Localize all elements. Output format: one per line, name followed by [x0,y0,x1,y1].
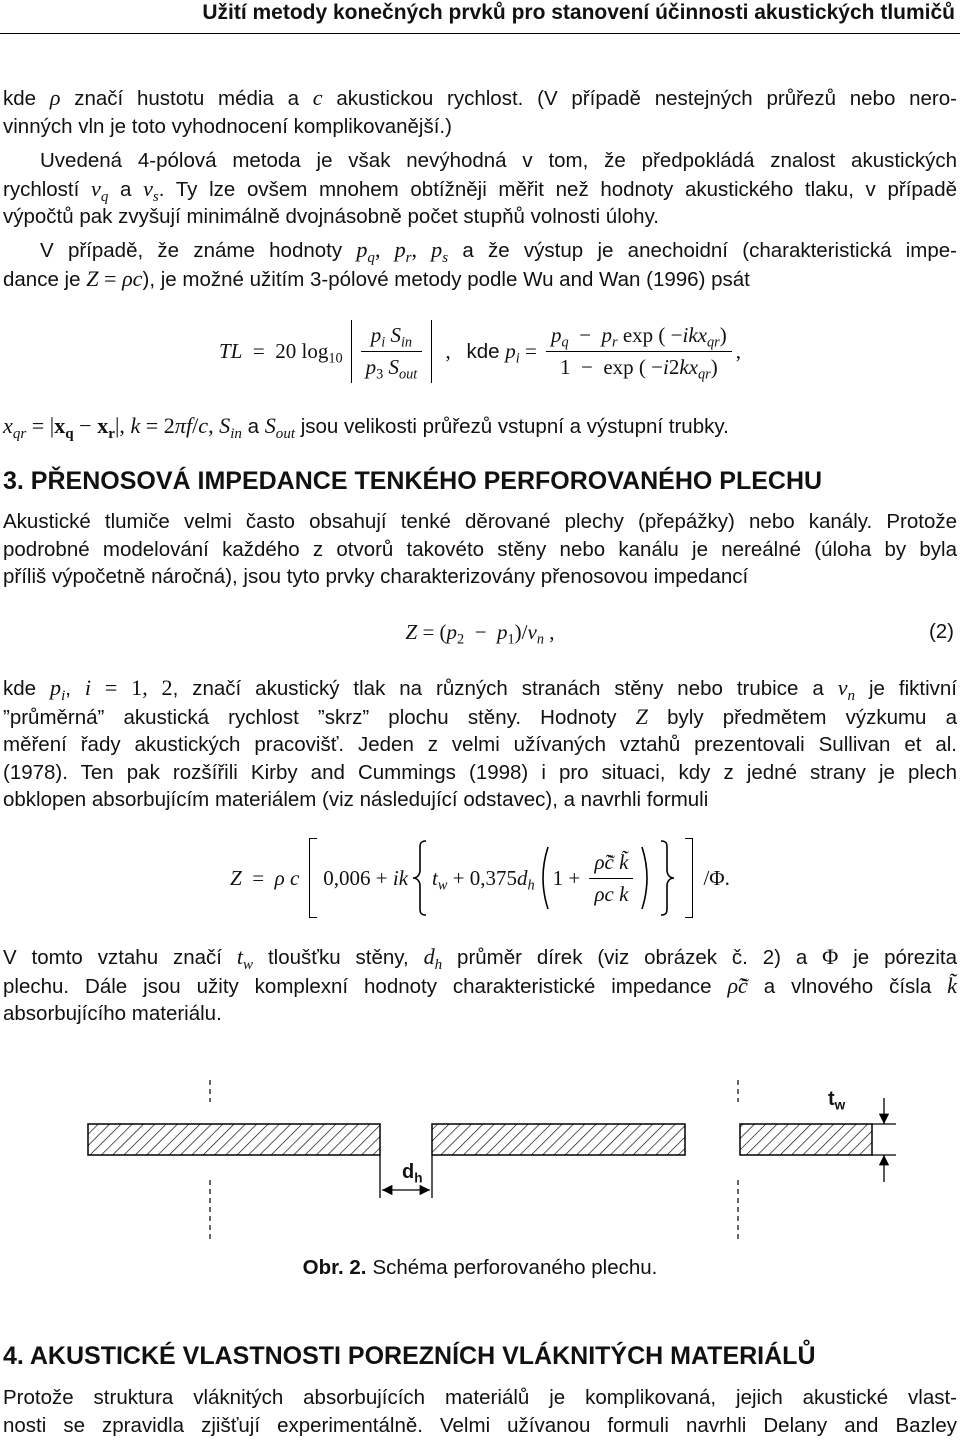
math-run [370,322,386,351]
text-run: kde [466,339,506,363]
math-base: x [97,413,109,438]
math-run [516,865,535,894]
math-run [356,237,375,266]
text-run: a [108,177,144,201]
text-run: (1978). Ten pak rozšířili Kirby and Cummings (1998) i pro situaci, kdy z jedné strany je plech [3,760,957,784]
math-subscript: qr [707,334,720,351]
math-base: + 0,375 [447,865,517,890]
math-base: v [91,175,101,201]
math-run [97,413,115,442]
math-run [947,973,957,998]
math-run [390,322,413,351]
math-run [130,413,140,438]
math-base: k̃ [947,972,957,998]
text-run: průměr dírek (viz obrázek č. 2) a [442,946,823,969]
text-run: Akustické tlumiče velmi často obsahují tenké děrované plechy (přepážky) nebo kanály. Protože [3,510,957,533]
equation-kirby-cummings [0,830,960,926]
math-base: p [446,619,458,644]
math-base: v [837,675,848,700]
text-run: nosti se zpravidla zjišťují experimentálně. Velmi užívanou formuli navrhli Delany and Bazley [3,1413,957,1437]
plate-segment [740,1124,872,1155]
math-subscript: 1 [507,631,515,648]
section-heading-4: 4. AKUSTICKÉ VLASTNOSTI POREZNÍCH VLÁKNITÝCH MATERIÁLŮ [3,1342,816,1370]
math-subscript: out [275,425,296,442]
equation-tail [703,866,729,891]
math-subscript: s [152,188,159,205]
math-subscript: i [61,687,66,704]
thickness-label-base: t [828,1088,835,1110]
math-base: / [192,413,199,438]
math-base: p [394,237,406,262]
math-subscript: n [847,687,856,704]
math-run [388,354,418,383]
math-base: p [50,675,62,700]
brace-content [432,865,535,894]
math-run [242,339,301,363]
math-base: kx [679,354,699,379]
math-base: ikx [682,322,707,347]
diameter-label-base: d [402,1161,415,1183]
math-run [515,620,528,644]
math-run [406,620,418,644]
text-line [3,113,957,141]
text-line [3,265,957,294]
math-base: = [519,338,543,363]
fraction-denominator [546,352,732,383]
text-run: absorbujícího materiálu. [3,1002,222,1025]
left-curly-brace [411,839,429,917]
text-run: a vlnového čísla [747,974,948,998]
math-subscript: q [367,249,375,266]
text-run: V případě, že známe hodnoty [40,239,357,262]
math-subscript: q [100,188,109,205]
math-base: ρ c [274,865,300,890]
math-run [86,266,98,291]
text-run: . Ty lze ovšem mnohem obtížněji měřit než hodnoty akustického tlaku, v případě [158,177,957,201]
paragraph-impedance-history [3,674,957,814]
math-subscript: 3 [376,366,384,383]
math-base: exp ( − [617,322,683,347]
text-line [3,1000,957,1028]
math-run [54,413,74,442]
math-base: S [388,354,399,379]
text-run: a že výstup je anechoidní (charakteristická impe- [448,239,957,262]
section-heading-3: 3. PŘENOSOVÁ IMPEDANCE TENKÉHO PERFOROVANÉHO PLECHU [3,467,823,495]
text-run: obklopen absorbujícím materiálem (viz následující odstavec), a navrhli formuli [3,788,709,811]
header-rule [0,33,960,34]
text-run: ”průměrná” akustická rychlost ”skrz” plochu stěny. Hodnoty [3,705,636,729]
math-run [594,850,628,874]
math-run [50,675,66,704]
math-subscript: h [527,877,535,894]
math-base: , [440,338,467,363]
math-run [219,413,242,442]
paragraph-three-pole [3,236,957,293]
diameter-label [402,1161,423,1186]
math-run [91,675,173,700]
math-subscript: r [405,249,412,266]
left-square-bracket [309,838,317,918]
text-run: podrobné modelování každého z otvorů takovéto stěny nebo kanálu je nereálné (úloha by byla [3,537,957,561]
math-run [208,413,219,438]
paragraph-fibrous-materials [3,1384,957,1439]
paragraph-formula-symbols [3,943,957,1028]
math-subscript: q [561,334,569,351]
math-base: i [84,675,92,700]
math-run [720,323,727,347]
centerlines [210,1080,738,1240]
plate-segment [432,1124,685,1155]
text-run: dance je [3,267,87,291]
text-run: je pórezita [838,946,958,969]
text-run: měření řady akustických pracovišť. Jeden z velmi užívaných vztahů prezentovali Sullivan et al. [3,733,957,756]
plate-segment [88,1124,380,1155]
math-subscript: n [536,631,544,648]
figure-caption-text: Schéma perforovaného plechu. [372,1256,658,1279]
math-run [669,355,680,379]
math-subscript: r [612,334,618,351]
math-base: 2 [668,354,680,379]
equation-transmission-loss [0,315,960,387]
fraction [361,322,423,383]
math-base: , [411,237,432,262]
text-run: tloušťku stěny, [253,946,424,969]
math-base: p [356,237,368,262]
math-run [74,413,98,438]
math-base: p [431,237,443,262]
math-base: /Φ. [703,865,730,890]
text-run: Uvedená 4-pólová metoda je však nevýhodná v tom, že předpokládá znalost akustických [40,149,957,172]
right-parenthesis [640,845,652,911]
math-base: p [551,322,562,347]
equation-end [736,339,741,364]
text-run: vinných vln je toto vyhodnocení komplikovanější.) [3,114,452,138]
math-run [636,704,648,729]
math-subscript: 2 [457,631,465,648]
text-run: kde [3,87,50,110]
math-base: ρ̃c̃ [727,972,748,998]
math-run [242,866,275,890]
text-line [3,536,957,564]
math-run [822,944,838,969]
math-base: ρ̃c̃ k̃ [594,849,629,874]
parenthesis-content [553,866,586,891]
text-run: byly předmětem výzkumu a [647,705,957,729]
text-run: akustickou rychlost. (V případě nestejných průřezů nebo nero- [322,87,957,110]
math-run [236,944,254,973]
math-run [313,85,323,110]
paragraph-density [3,84,957,140]
text-run: je fiktivní [855,677,958,700]
math-run [497,619,515,648]
math-base: S [390,322,401,347]
math-subscript: s [442,249,449,266]
text-line [3,412,957,441]
text-run: , [65,677,85,700]
math-base: ρ [49,85,61,110]
math-base: x [54,413,66,438]
math-subscript: i [515,350,520,367]
math-run [198,413,208,438]
math-base: c [312,85,323,110]
math-base: k [130,413,141,438]
math-base: p [505,338,516,363]
math-base: Z [635,703,648,729]
math-base: , [208,413,220,438]
fraction-denominator [589,879,633,907]
text-line [3,703,957,732]
math-run [275,866,300,890]
math-run [560,355,663,379]
thickness-label [828,1088,846,1113]
math-run [551,322,569,351]
math-run [544,620,555,644]
text-line [3,175,957,204]
math-run [727,973,747,998]
diameter-label-subscript: h [414,1170,423,1186]
math-run [464,620,497,644]
math-run [440,339,466,363]
fraction [546,322,732,383]
text-run: a [241,415,265,438]
math-run [323,866,393,890]
math-subscript: i [381,334,386,351]
math-base: Z [230,865,242,890]
math-run [703,866,729,890]
math-run [26,413,54,438]
thickness-label-subscript: w [834,1097,846,1113]
text-line [3,236,957,265]
math-base: ) [719,322,727,347]
math-subscript: qr [698,366,711,383]
fraction-numerator [589,850,633,879]
paragraph-four-pole [3,147,957,231]
math-subscript: out [399,366,418,383]
math-run [618,323,683,347]
fraction [589,850,633,907]
math-run [447,866,517,890]
plate-segments [88,1124,872,1155]
text-line [3,759,957,787]
math-base: ik [392,865,409,890]
math-run [140,413,175,438]
math-run [375,237,395,262]
math-subscript: r [108,425,115,442]
math-run [553,866,586,890]
math-base: = ( [417,619,447,644]
math-subscript: 10 [328,350,343,367]
text-line [3,203,957,231]
left-parenthesis [538,845,550,911]
math-run [527,619,544,648]
math-base: = [98,265,123,291]
math-base: d [516,865,528,890]
math-run [682,322,720,351]
math-base: v [143,175,153,201]
math-run [412,237,432,262]
text-line [3,943,957,972]
math-run [505,338,520,367]
text-run: , značí akustický tlak na různých stranách stěny nebo trubice a [172,677,838,700]
text-run: jsou velikosti průřezů vstupní a výstupní trubky. [295,415,729,438]
math-run [837,675,856,704]
text-line [3,731,957,759]
math-base: Φ [822,944,839,969]
math-run [393,866,408,890]
math-base: − [568,322,602,347]
math-base: ) [710,354,718,379]
fraction-numerator [546,323,732,352]
paragraph-perforated-intro [3,508,957,591]
right-square-bracket [685,838,693,918]
math-base: p [370,322,382,347]
math-base: p [601,322,613,347]
text-run: ), je možné užitím 3-pólové metody podle Wu and Wan (1996) psát [142,267,750,291]
math-subscript: w [437,877,448,894]
absolute-value [351,320,433,383]
math-base: S [264,413,276,438]
math-base: p [497,619,508,644]
text-line [3,147,957,175]
math-run [736,339,741,363]
math-base: |, [114,413,131,438]
math-base: TL [219,338,243,363]
math-base: = 1, 2 [91,675,173,700]
right-curly-brace [658,839,676,917]
math-base: S [219,413,231,438]
math-base: = 20 [242,338,302,363]
text-line [3,972,957,1001]
math-base: = [241,865,275,890]
equation-lhs [230,866,299,891]
math-run [365,354,384,383]
math-base: p [365,354,377,379]
math-base: Z [86,265,99,291]
math-base: πf [174,413,193,438]
math-run [432,865,448,894]
math-run [301,338,343,367]
text-run: Protože struktura vláknitých absorbujících materiálů je komplikovaná, jejich akustické vlast- [3,1386,957,1409]
math-base: = 2 [140,413,175,438]
math-run [679,354,711,383]
math-run [394,237,412,266]
math-run [601,322,618,351]
math-base: log [301,338,329,363]
text-run: kde [3,677,51,700]
math-run [143,175,159,205]
math-subscript: h [434,956,443,973]
math-run [431,237,449,266]
math-subscript: in [400,334,413,351]
math-base: 0,006 + [323,865,393,890]
bracket-content [323,866,408,891]
equation-middle [440,338,543,367]
math-run [99,266,123,291]
text-line [3,786,957,814]
text-line [3,84,957,113]
perforated-plate-diagram [0,1060,960,1260]
thickness-dimension [872,1098,896,1182]
math-base: , [543,619,555,644]
math-run [264,413,296,442]
equation-lhs [219,338,343,367]
math-subscript: q [65,425,74,442]
text-line [3,563,957,591]
text-run: rychlostí [3,177,91,201]
fraction-denominator [361,352,423,383]
running-header: Užití metody konečných prvků pro stanovení účinnosti akustických tlumičů [202,1,955,24]
math-base: d [423,944,435,969]
math-base: c [198,413,209,438]
figure-caption-label: Obr. 2. [302,1256,367,1279]
math-run [594,882,628,906]
math-base: ρc [122,265,143,291]
math-run [711,355,718,379]
math-run [417,620,446,644]
math-base: )/ [514,619,528,644]
math-run [115,413,131,438]
math-run [219,339,242,363]
math-base: 1 − exp ( − [560,354,664,379]
math-base: − [73,413,98,438]
math-run [175,413,192,438]
math-subscript: in [230,425,242,442]
math-run [3,413,27,442]
figure-caption [0,1254,960,1281]
math-run [50,85,61,110]
math-base: = | [26,413,55,438]
math-subscript: qr [12,425,27,442]
text-run: značí hustotu média a [60,87,313,110]
math-run [230,866,242,890]
math-base: , [374,237,395,262]
math-base: i [663,354,669,379]
math-base: − [464,619,498,644]
math-base: ρc k [594,881,629,906]
text-line [3,1384,957,1412]
equation-expression [405,619,555,648]
math-subscript: w [243,956,254,973]
text-line [3,674,957,703]
paragraph-definitions [3,412,957,441]
text-run: plechu. Dále jsou užity komplexní hodnoty charakteristické impedance [3,974,728,998]
math-base: v [527,619,537,644]
math-base: , [735,338,741,363]
equation-number: (2) [928,620,954,643]
math-run [520,339,542,363]
text-run: příliš výpočetně náročná), jsou tyto prvky charakterizovány přenosovou impedancí [3,565,749,588]
math-run [122,266,142,291]
math-run [569,323,602,347]
math-base: 1 + [552,865,586,890]
math-base: x [3,413,13,438]
text-line [3,1412,957,1440]
fraction-numerator [361,323,423,352]
text-run: výpočtů pak zvyšují minimálně dvojnásobně počet stupňů volnosti úlohy. [3,205,659,228]
math-run [446,619,465,648]
math-base: t [236,944,244,969]
math-base: t [432,865,438,890]
math-run [91,175,109,205]
math-run [423,944,443,973]
text-run: V tomto vztahu značí [3,946,237,969]
text-line [3,508,957,536]
equation-transfer-impedance [0,617,960,647]
math-base: Z [405,619,418,644]
